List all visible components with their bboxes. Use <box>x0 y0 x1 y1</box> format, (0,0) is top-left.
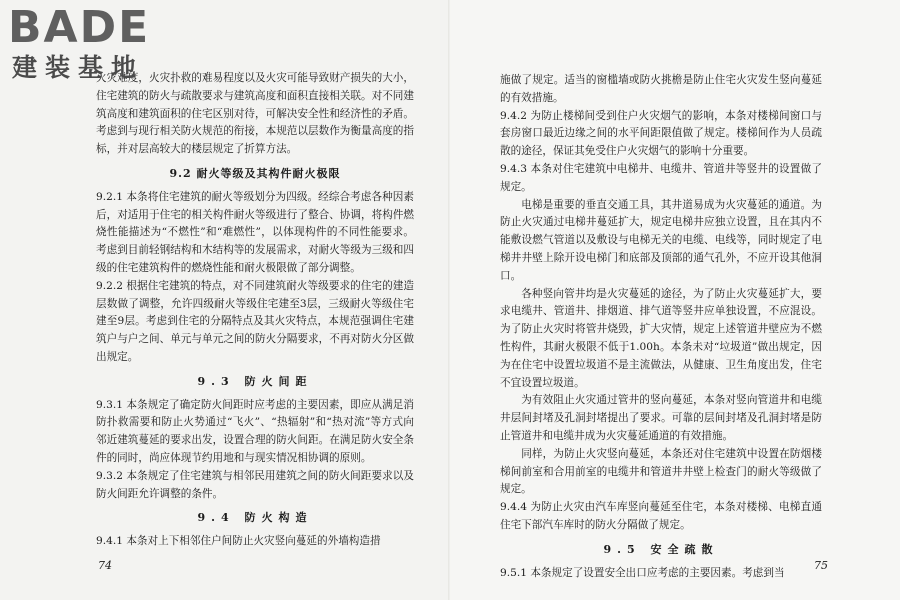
paragraph: 为有效阻止火灾通过管井的竖向蔓延，本条对竖向管道井和电缆井层间封堵及孔洞封堵提出了要求。可靠的层间封堵及孔洞封堵是防止管道井和电缆井成为火灾蔓延通道的有效措施。 <box>500 394 822 442</box>
clause-paragraph: 9.2.1 本条将住宅建筑的耐火等级划分为四级。经综合考虑各种因素后，对适用于住宅的相关构件耐火等级进行了整合、协调，将构件燃烧性能描述为“不燃性”和“难燃性”，以体现构件的不同性能要求。考虑到目前轻钢结构和木结构等的发展需求，对耐火等级为三级和四级的住宅建筑构件的燃烧性能和耐火极限做了部分调整。 <box>96 190 414 274</box>
paragraph: 火灾难度，火灾扑救的难易程度以及火灾可能导致财产损失的大小，住宅建筑的防火与疏散要求与建筑高度和面积直接相关联。对不同建筑高度和建筑面积的住宅区别对待，可解决安全性和经济性的矛盾。考虑到与现行相关防火规范的衔接，本规范以层数作为衡量高度的指标，并对层高较大的楼层规定了折算方法。 <box>96 72 414 156</box>
paragraph: 施做了规定。适当的窗槛墙或防火挑檐是防止住宅火灾发生竖向蔓延的有效措施。 <box>500 74 822 104</box>
clause-paragraph: 9.4.2 为防止楼梯间受到住户火灾烟气的影响，本条对楼梯间窗口与套房窗口最近边缘之间的水平间距限值做了规定。楼梯间作为人员疏散的途径，保证其免受住户火灾烟气的影响十分重要。 <box>500 109 822 158</box>
section-heading: 9.2 耐火等级及其构件耐火极限 <box>169 166 341 180</box>
paragraph: 电梯是重要的垂直交通工具，其井道易成为火灾蔓延的通道。为防止火灾通过电梯井蔓延扩大，规定电梯井应独立设置，且在其内不能敷设燃气管道以及敷设与电梯无关的电缆、电线等，同时规定了电梯井井壁上除开设电梯门和底部及顶部的通气孔外，不应开设其他洞口。 <box>500 198 822 282</box>
clause-paragraph: 9.4.3 本条对住宅建筑中电梯井、电缆井、管道井等竖井的设置做了规定。 <box>500 162 822 193</box>
right-page-text <box>500 72 822 582</box>
logo-subtitle: 建装基地 <box>12 53 145 82</box>
clause-paragraph: 9.3.2 本条规定了住宅建筑与相邻民用建筑之间的防火间距要求以及防火间距允许调整的条件。 <box>96 469 414 500</box>
right-page <box>452 0 900 600</box>
paragraph: 各种竖向管井均是火灾蔓延的途径，为了防止火灾蔓延扩大，要求电缆井、管道井、排烟道、排气道等竖井应单独设置，不应混设。为了防止火灾时将管井烧毁，扩大灾情，规定上述管道井壁应为不燃性构件，其耐火极限不低于1.00h。本条未对“垃圾道”做出规定，因为在住宅中设置垃圾道不是主流做法，从健康、卫生角度出发，住宅不宜设置垃圾道。 <box>500 287 822 389</box>
logo-wordmark: BADE <box>8 2 151 53</box>
clause-paragraph: 9.4.1 本条对上下相邻住户间防止火灾竖向蔓延的外墙构造措 <box>96 535 381 548</box>
section-heading: 9.3 防火间距 <box>197 374 313 388</box>
clause-paragraph: 9.3.1 本条规定了确定防火间距时应考虑的主要因素，即应从满足消防扑救需要和防止火势通过“飞火”、“热辐射”和“热对流”等方式向邻近建筑蔓延的要求出发，设置合理的防火间距。在满足防火安全条件的同时，尚应体现节约用地和与现实情况相协调的原则。 <box>96 398 414 464</box>
clause-paragraph: 9.2.2 根据住宅建筑的特点，对不同建筑耐火等级要求的住宅的建造层数做了调整，允许四级耐火等级住宅建至3层，三级耐火等级住宅建至9层。考虑到住宅的分隔特点及其火灾特点，本规范强调住宅建筑户与户之间、单元与单元之间的防火分隔要求，不再对防火分区做出规定。 <box>96 279 414 363</box>
left-page-text <box>96 70 414 551</box>
clause-paragraph: 9.4.4 为防止火灾由汽车库竖向蔓延至住宅，本条对楼梯、电梯直通住宅下部汽车库时的防火分隔做了规定。 <box>500 501 822 531</box>
logo <box>8 2 178 86</box>
section-heading: 9.4 防火构造 <box>197 511 313 525</box>
clause-paragraph: 9.5.1 本条规定了设置安全出口应考虑的主要因素。考虑到当 <box>500 566 785 579</box>
page-number: 75 <box>814 559 828 572</box>
page-number: 74 <box>98 559 112 572</box>
section-heading: 9.5 安全疏散 <box>603 542 719 556</box>
paragraph: 同样，为防止火灾竖向蔓延，本条还对住宅建筑中设置在防烟楼梯间前室和合用前室的电缆井和管道井井壁上检查门的耐火等级做了规定。 <box>500 447 822 496</box>
